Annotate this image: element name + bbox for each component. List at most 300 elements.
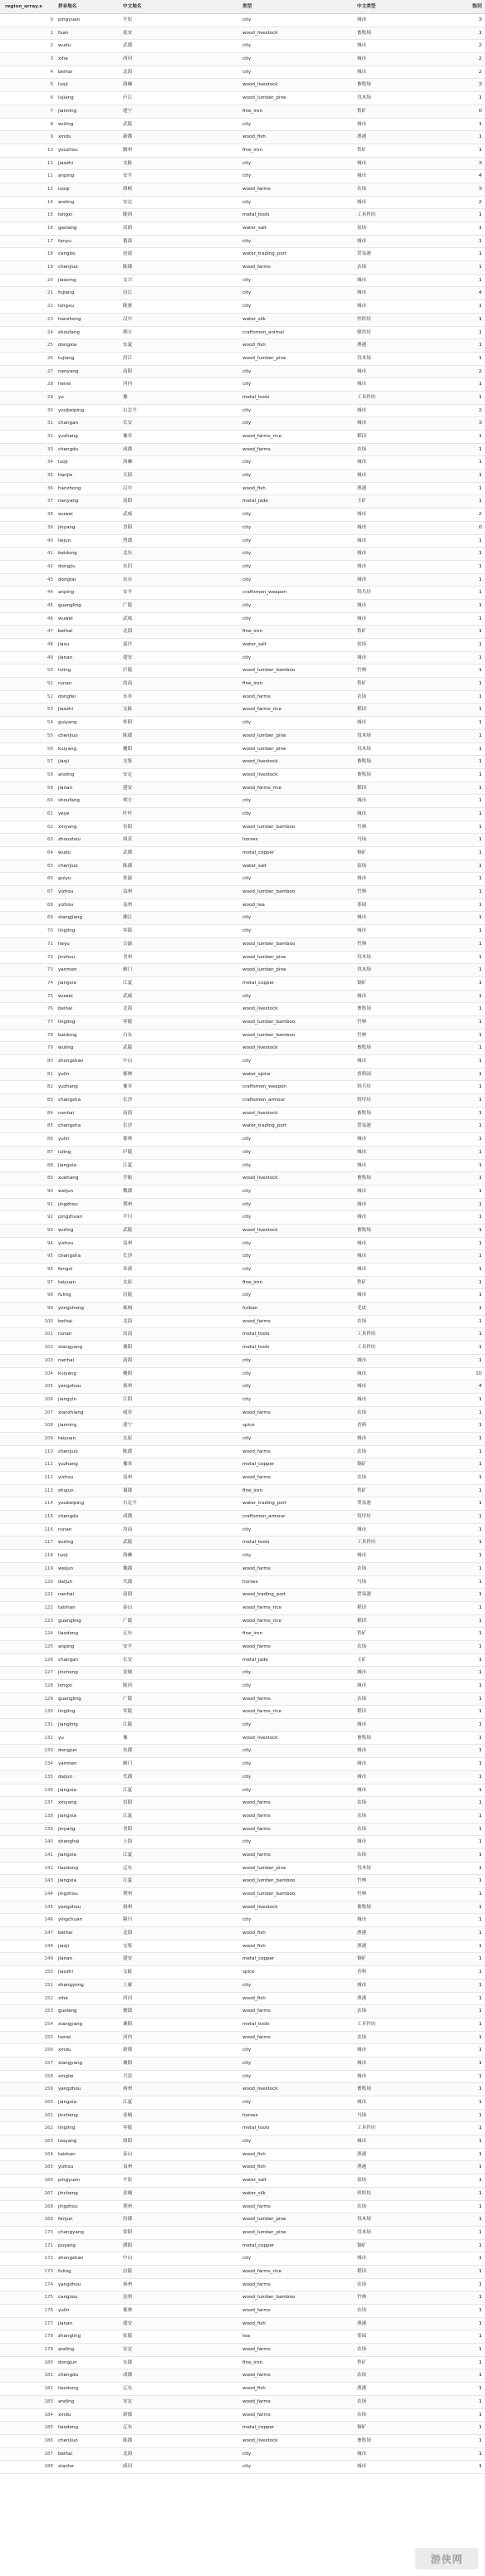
table-row [0,2461,485,2474]
cell-pinyin: pingzhuan [58,1215,83,1220]
cell-type-cn: 伐木场 [357,733,371,738]
cell-cn-name: 豫章 [123,1084,133,1090]
cell-pinyin: yingchuan [58,1917,83,1923]
cell-num: 1 [478,1123,482,1129]
cell-type-cn: 畜牧场 [357,2087,371,2092]
cell-pinyin: weijun [58,1188,74,1194]
cell-index: 40 [47,538,53,543]
cell-type: water_silk [242,316,266,322]
cell-type: city [242,811,252,816]
cell-cn-name: 安定 [123,2398,133,2404]
cell-type: wood_farms [242,1566,271,1571]
cell-pinyin: jingzhou [58,1201,78,1207]
cell-num: 1 [478,499,482,504]
table-row [0,2161,485,2174]
cell-num: 2 [478,199,482,205]
cell-num: 1 [478,1462,482,1468]
cell-num: 1 [478,1774,482,1780]
cell-cn-name: 朔方 [123,798,133,804]
cell-cn-name: 洛阳 [123,2139,133,2145]
cell-type-cn: 竹林 [357,889,367,895]
cell-type-cn: 城市 [357,473,367,479]
cell-cn-name: 零陵 [123,928,133,934]
cell-type-cn: 城市 [357,1293,367,1298]
cell-pinyin: shanghai [58,1839,80,1845]
cell-pinyin: chengdu [58,1514,79,1520]
cell-type-cn: 城市 [357,1748,367,1754]
cell-cn-name: 江夏 [123,1813,133,1819]
cell-type: water_trading_port [242,1123,287,1129]
cell-index: 166 [44,2178,53,2184]
table-row [0,1211,485,1225]
cell-type: metal_jade [242,499,268,504]
table-row [0,1914,485,1927]
cell-index: 171 [44,2242,53,2248]
cell-num: 1 [478,2151,482,2157]
cell-index: 16 [47,226,53,231]
cell-num: 1 [478,2203,482,2209]
cell-type: craftsmen_armour [242,1514,286,1520]
table-row [0,339,485,353]
table-row [0,456,485,470]
cell-pinyin: taishan [58,2151,76,2157]
cell-type: wood_fish [242,2386,266,2392]
table-row [0,535,485,548]
table-row [0,1615,485,1629]
cell-type: metal_copper [242,1956,275,1962]
cell-num: 1 [478,1176,482,1181]
cell-type: wood_farms [242,2203,271,2209]
cell-cn-name: 建安 [123,2320,133,2326]
cell-cn-name: 代郡 [123,1774,133,1780]
table-row [0,2110,485,2123]
cell-num: 1 [478,2268,482,2274]
cell-index: 29 [47,394,53,400]
cell-type: city [242,199,252,205]
cell-num: 1 [478,954,482,960]
cell-cn-name: 沧波 [123,251,133,257]
cell-type-cn: 铜矿 [357,2242,367,2248]
cell-num: 1 [478,95,482,101]
table-row [0,1667,485,1680]
cell-pinyin: fenjun [58,2217,73,2223]
cell-pinyin: yizhou [58,889,74,895]
cell-index: 130 [44,1709,53,1715]
cell-cn-name: 豫章 [123,1462,133,1468]
cell-type-cn: 畜牧场 [357,759,371,765]
cell-num: 1 [478,1149,482,1155]
cell-cn-name: 信阳 [123,824,133,830]
cell-type-cn: 农场 [357,1410,367,1415]
cell-index: 135 [44,1774,53,1780]
cell-type: city [242,524,252,530]
cell-cn-name: 泰山 [123,2151,133,2157]
cell-num: 1 [478,1956,482,1962]
cell-type-cn: 城市 [357,720,367,726]
cell-type-cn: 城市 [357,1683,367,1688]
table-row [0,1941,485,1954]
cell-pinyin: tianjie [58,473,73,479]
cell-type-cn: 铜矿 [357,850,367,855]
cell-cn-name: 魏郡 [123,1566,133,1571]
cell-index: 120 [44,1579,53,1585]
table-row [0,431,485,444]
cell-num: 1 [478,304,482,309]
cell-type: metal_tools [242,2126,270,2131]
cell-num: 1 [478,1423,482,1429]
table-row [0,2213,485,2227]
cell-cn-name: 周首 [123,837,133,843]
cell-num: 1 [478,121,482,127]
cell-type: city [242,1201,252,1207]
cell-type-cn: 城市 [357,17,367,22]
cell-num: 1 [478,382,482,387]
cell-type-cn: 铸甲坊 [357,1514,371,1520]
cell-type: wood_farms [242,1800,271,1806]
cell-pinyin: beidong [58,551,77,557]
cell-type: wood_lumber_bamboo [242,889,296,895]
cell-pinyin: jingzhou [58,1892,78,1897]
cell-cn-name: 河内 [123,382,133,387]
cell-index: 33 [47,446,53,452]
cell-type-cn: 城市 [357,915,367,921]
cell-type-cn: 铁矿 [357,681,367,687]
cell-num: 1 [478,1215,482,1220]
cell-pinyin: lingling [58,928,76,934]
cell-index: 151 [44,1982,53,1988]
cell-num: 1 [478,1787,482,1793]
cell-pinyin: xindu [58,2412,71,2418]
cell-pinyin: yulin [58,2308,70,2313]
cell-index: 92 [47,1215,53,1220]
cell-num: 1 [478,1435,482,1441]
cell-cn-name: 辽东 [123,1865,133,1871]
cell-index: 124 [44,1631,53,1637]
cell-cn-name: 右北平 [123,1501,137,1507]
cell-pinyin: luling [58,668,71,674]
cell-index: 127 [44,1670,53,1676]
cell-pinyin: runan [58,1332,72,1337]
cell-type: wood_farms [242,2034,271,2040]
cell-cn-name: 北海 [123,1318,133,1324]
cell-type: wood_lumber_pine [242,2217,287,2223]
table-row [0,119,485,132]
table-row [0,1160,485,1173]
cell-cn-name: 汝南 [123,681,133,687]
cell-index: 103 [44,1357,53,1363]
table-row [0,678,485,691]
cell-type-cn: 城市 [357,1188,367,1194]
cell-index: 184 [44,2412,53,2418]
cell-num: 3 [478,186,482,192]
cell-type-cn: 农场 [357,1566,367,1571]
cell-cn-name: 金城 [123,1670,133,1676]
cell-num: 1 [478,980,482,986]
cell-cn-name: 汾郡 [123,2217,133,2223]
cell-type: city [242,277,252,283]
cell-pinyin: dongfei [58,694,76,699]
cell-pinyin: henei [58,2034,71,2040]
cell-type: wood_farms [242,1826,271,1832]
cell-type: wood_livestock [242,2087,278,2092]
cell-cn-name: 武威 [123,616,133,621]
table-row [0,470,485,483]
table-row [0,1654,485,1668]
cell-type: wood_farms_rice [242,1709,282,1715]
cell-num: 1 [478,563,482,569]
cell-type: city [242,2073,252,2079]
cell-num: 1 [478,772,482,777]
cell-pinyin: shujun [58,1488,74,1493]
table-row [0,40,485,53]
cell-pinyin: chenjiuo [58,863,78,869]
cell-type-cn: 畜牧场 [357,1045,371,1051]
cell-index: 90 [47,1188,53,1194]
cell-pinyin: luoji [58,82,68,88]
cell-type: water_trading_port [242,251,287,257]
cell-num: 1 [478,1943,482,1949]
cell-type: water_salt [242,2178,267,2184]
table-row [0,2188,485,2201]
cell-index: 173 [44,2268,53,2274]
cell-num: 1 [478,134,482,140]
cell-index: 77 [47,1019,53,1025]
cell-type-cn: 城市 [357,382,367,387]
cell-index: 187 [44,2451,53,2457]
cell-index: 128 [44,1683,53,1688]
cell-cn-name: 桂阳 [123,720,133,726]
cell-num: 1 [478,30,482,36]
cell-type: city [242,2451,252,2457]
cell-type: fine_iron [242,108,263,114]
cell-pinyin: changsha [58,1098,81,1103]
cell-cn-name: 江夏 [123,1878,133,1884]
table-row [0,1355,485,1368]
cell-type-cn: 伐木场 [357,1865,371,1871]
cell-pinyin: taishan [58,1605,76,1610]
cell-type: metal_copper [242,2242,275,2248]
cell-cn-name: 番禺 [123,238,133,244]
cell-cn-name: 陇畜 [123,304,133,309]
cell-num: 1 [478,1761,482,1767]
cell-type-cn: 城市 [357,1787,367,1793]
cell-type: city [242,1240,252,1246]
cell-pinyin: jingzhou [58,2203,78,2209]
cell-pinyin: xiangyang [58,1345,83,1351]
cell-num: 1 [478,1643,482,1649]
cell-num: 1 [478,1110,482,1116]
table-row [0,1433,485,1446]
cell-type: spice [242,1970,255,1975]
cell-type: city [242,1254,252,1259]
table-row [0,2291,485,2305]
cell-index: 45 [47,602,53,608]
cell-type-cn: 城市 [357,199,367,205]
cell-num: 1 [478,1931,482,1936]
cell-index: 107 [44,1410,53,1415]
cell-index: 87 [47,1149,53,1155]
cell-type: city [242,421,252,426]
cell-index: 0 [50,17,53,22]
cell-type: city [242,1787,252,1793]
cell-type-cn: 城市 [357,1149,367,1155]
cell-cn-name: 安平 [123,173,133,179]
cell-cn-name: 江夏 [123,1852,133,1858]
cell-pinyin: guangling [58,602,81,608]
table-row [0,1485,485,1498]
table-row [0,1771,485,1785]
table-row [0,2409,485,2423]
cell-cn-name: 西河 [123,1995,133,2001]
cell-cn-name: 陈郡 [123,863,133,869]
table-row [0,1328,485,1342]
cell-index: 158 [44,2073,53,2079]
cell-type-cn: 农场 [357,2009,367,2014]
cell-type-cn: 稻田 [357,434,367,439]
cell-num: 3 [478,160,482,166]
cell-num: 1 [478,1098,482,1103]
table-row [0,2201,485,2214]
table-row [0,236,485,249]
cell-type: fine_iron [242,1279,263,1285]
cell-cn-name: 中山 [123,1059,133,1064]
cell-type: city [242,655,252,660]
cell-type-cn: 渔港 [357,2151,367,2157]
cell-type-cn: 城市 [357,1201,367,1207]
cell-cn-name: 广陵 [123,1618,133,1624]
cell-type-cn: 农场 [357,2398,367,2404]
table-row [0,2032,485,2045]
cell-cn-name: 晋州 [123,954,133,960]
cell-type-cn: 城市 [357,538,367,543]
cell-type-cn: 竹林 [357,1892,367,1897]
cell-pinyin: xinyang [58,824,77,830]
cell-num: 1 [478,1800,482,1806]
cell-type: city [242,1774,252,1780]
table-row [0,314,485,327]
cell-index: 55 [47,733,53,738]
cell-type-cn: 渔港 [357,1931,367,1936]
cell-type: city [242,1215,252,1220]
cell-pinyin: zhongshan [58,1059,84,1064]
cell-pinyin: xiangyang [58,2060,83,2066]
table-row [0,1342,485,1355]
cell-cn-name: 雁门 [123,1761,133,1767]
cell-num: 1 [478,238,482,244]
cell-index: 32 [47,434,53,439]
cell-cn-name: 蜀郡 [123,1488,133,1493]
cell-index: 49 [47,655,53,660]
cell-type: wood_farms [242,1318,271,1324]
cell-index: 111 [44,1462,53,1468]
cell-num: 1 [478,1318,482,1324]
cell-cn-name: 夔阳 [123,746,133,752]
cell-type-cn: 城市 [357,928,367,934]
cell-pinyin: yulin [58,1137,70,1142]
cell-pinyin: nanhai [58,1592,75,1598]
cell-cn-name: 益州 [123,902,133,908]
cell-num: 1 [478,941,482,947]
cell-index: 53 [47,707,53,713]
table-row [0,769,485,782]
cell-type-cn: 城市 [357,1435,367,1441]
cell-index: 57 [47,759,53,765]
cell-pinyin: xuehang [58,1176,79,1181]
cell-cn-name: 长安 [123,421,133,426]
cell-pinyin: guiyu [58,876,71,882]
cell-type-cn: 农场 [357,2281,367,2287]
table-row [0,1069,485,1082]
cell-type-cn: 贸易港 [357,251,371,257]
cell-type-cn: 伐木场 [357,95,371,101]
cell-pinyin: jinyang [58,1826,76,1832]
cell-type: wood_lumber_bamboo [242,1878,296,1884]
cell-num: 1 [478,277,482,283]
cell-type-cn: 城市 [357,2100,367,2105]
table-row [0,2422,485,2435]
table-row [0,977,485,991]
cell-num: 1 [478,746,482,752]
cell-pinyin: jiaozhi [58,707,73,713]
cell-pinyin: jiaozhi [58,160,73,166]
cell-type-cn: 香料 [357,1423,367,1429]
cell-index: 20 [47,277,53,283]
cell-num: 1 [478,759,482,765]
cell-type-cn: 毛皮 [357,1306,367,1312]
cell-type-cn: 铸兵坊 [357,590,371,596]
table-row [0,626,485,639]
header-cn: 中文地名 [123,4,142,9]
cell-type-cn: 玉矿 [357,499,367,504]
cell-type: wood_farms [242,2347,271,2353]
cell-type-cn: 竹林 [357,1019,367,1025]
table-row [0,261,485,275]
cell-type-cn: 茶园 [357,2334,367,2340]
cell-pinyin: liaodong [58,2386,79,2392]
cell-cn-name: 郁林 [123,1071,133,1077]
table-row [0,1524,485,1537]
table-row [0,1419,485,1433]
cell-num: 1 [478,1045,482,1051]
cell-pinyin: jianan [58,1956,73,1962]
cell-num: 1 [478,2126,482,2131]
cell-type-cn: 畜牧场 [357,30,371,36]
cell-cn-name: 幽州 [123,147,133,153]
cell-type-cn: 城市 [357,993,367,999]
cell-index: 155 [44,2034,53,2040]
cell-type: city [242,1059,252,1064]
cell-type: water_trading_port [242,1501,287,1507]
cell-num: 1 [478,1332,482,1337]
cell-cn-name: 平川 [123,1215,133,1220]
cell-type: wood_livestock [242,759,278,765]
cell-index: 58 [47,772,53,777]
cell-type: metal_copper [242,850,275,855]
cell-index: 59 [47,785,53,791]
cell-cn-name: 建安 [123,1956,133,1962]
cell-num: 1 [478,1722,482,1728]
cell-type: city [242,56,252,62]
cell-num: 1 [478,251,482,257]
cell-num: 1 [478,798,482,804]
cell-cn-name: 扬州 [123,1904,133,1910]
cell-pinyin: jiaoji [58,759,70,765]
cell-type-cn: 铁矿 [357,1631,367,1637]
cell-pinyin: hanzhong [58,316,81,322]
cell-type: wood_farms [242,186,271,192]
cell-type: city [242,1917,252,1923]
cell-type-cn: 城市 [357,1527,367,1532]
